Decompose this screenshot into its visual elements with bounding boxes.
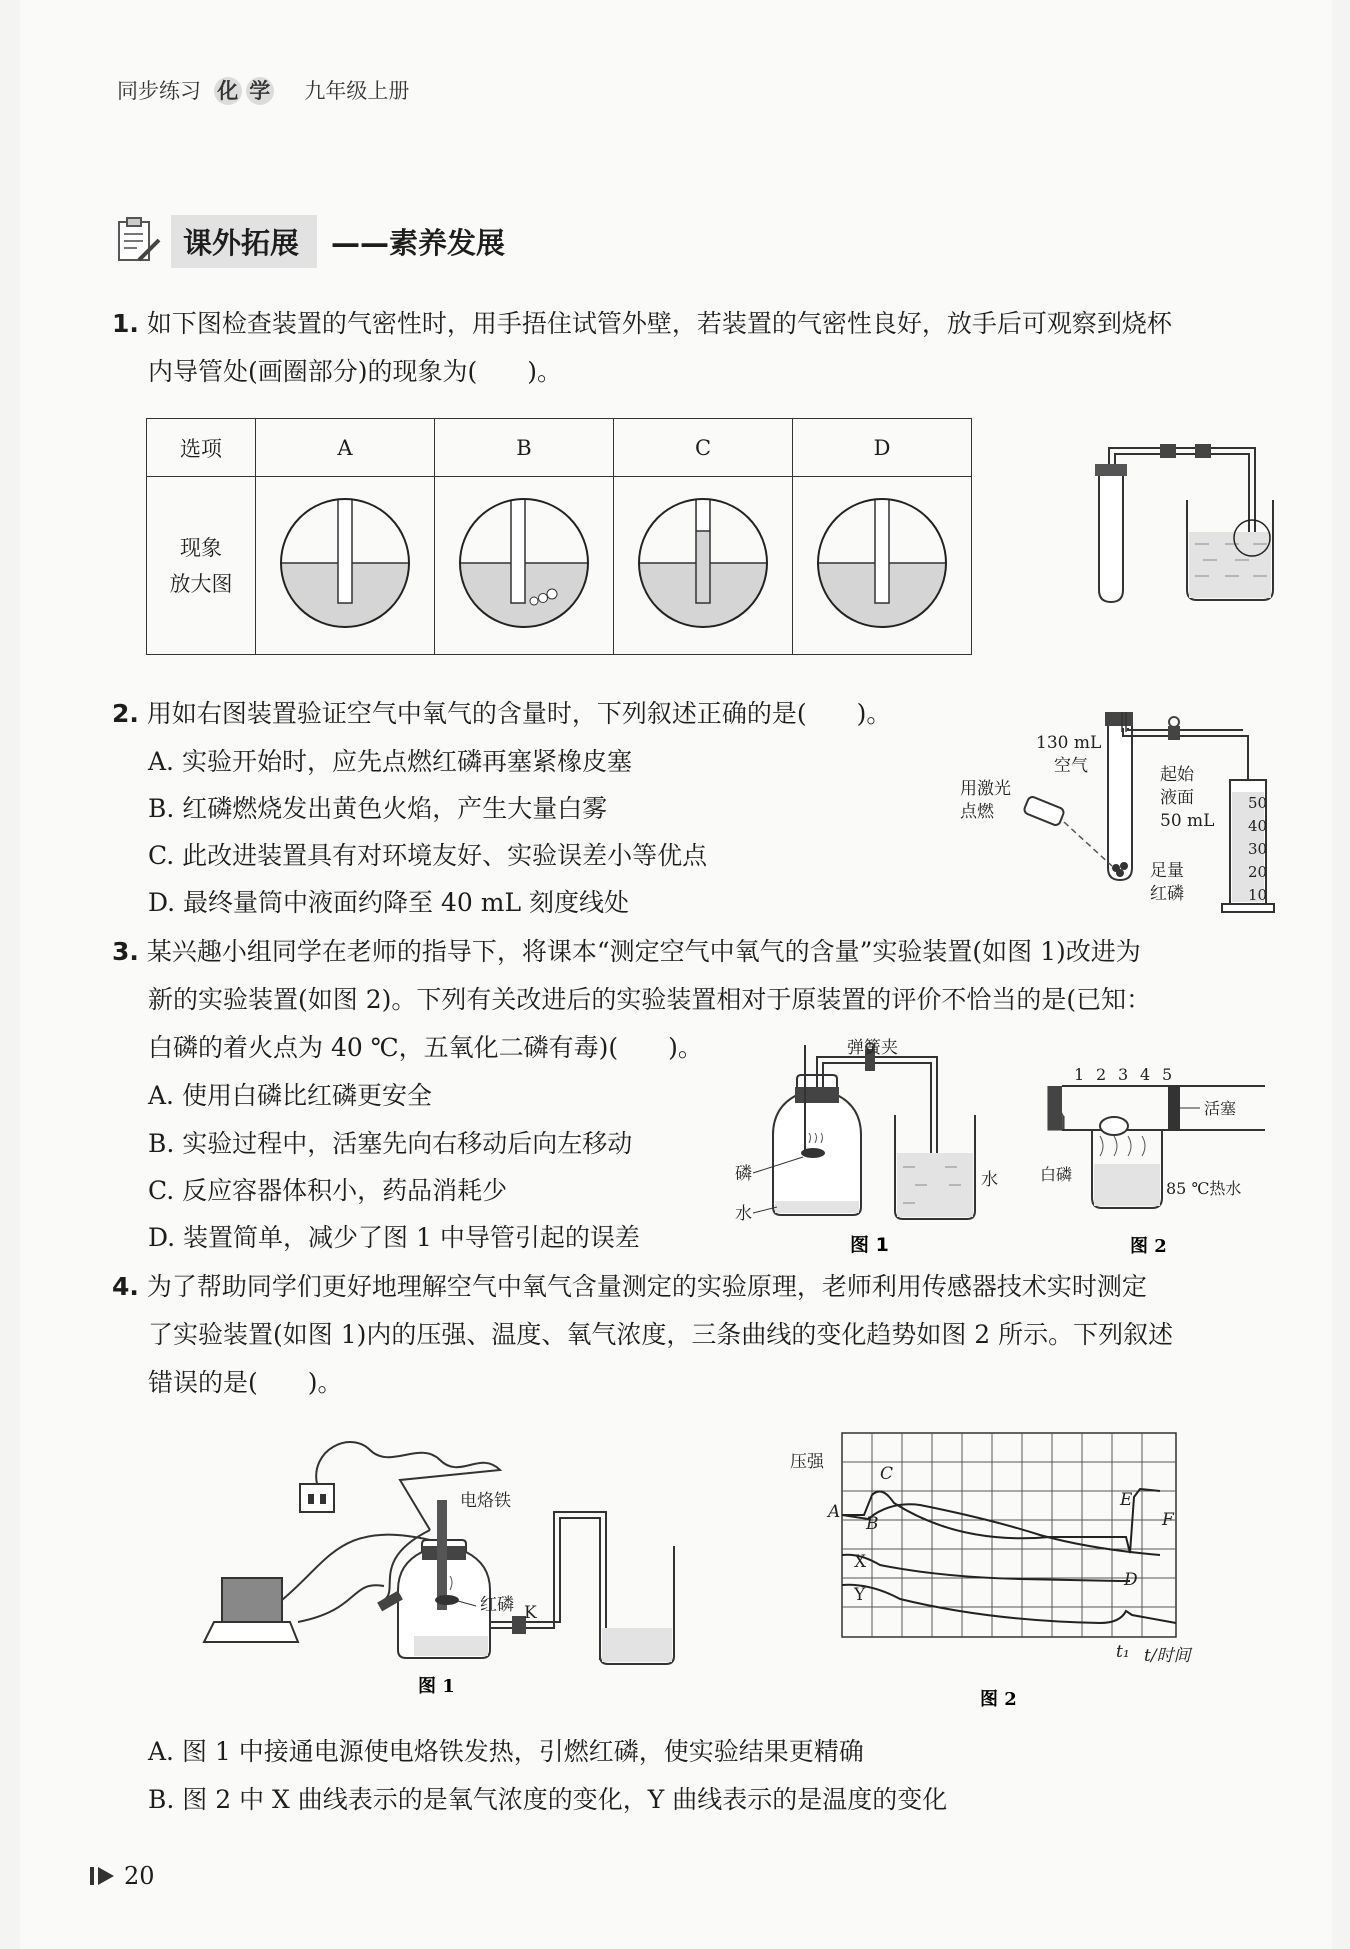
phosphorus-label-2: 红磷 <box>1150 884 1184 904</box>
row-label: 现象 放大图 <box>147 477 256 655</box>
grade-label: 九年级上册 <box>304 79 410 103</box>
q2-option-c[interactable]: C. 此改进装置具有对环境友好、实验误差小等优点 <box>148 841 708 870</box>
scale-3: 3 <box>1118 1065 1129 1084</box>
q3-figure-1 <box>735 1035 1015 1260</box>
q3-option-a[interactable]: A. 使用白磷比红磷更安全 <box>148 1081 432 1110</box>
question-4-line-1: 4. 为了帮助同学们更好地理解空气中氧气含量测定的实验原理，老师利用传感器技术实时测定 <box>112 1272 1147 1301</box>
q4-fig1-caption: 图 1 <box>418 1676 455 1697</box>
cylinder-tick-30: 30 <box>1248 840 1268 858</box>
white-phosphorus-label: 白磷 <box>1040 1165 1073 1184</box>
question-1-line-1: 1. 如下图检查装置的气密性时，用手捂住试管外壁，若装置的气密性良好，放手后可观察到烧杯 <box>112 309 1172 338</box>
subject-badge: 化 学 <box>212 77 276 105</box>
q4-option-a[interactable]: A. 图 1 中接通电源使电烙铁发热，引燃红磷，使实验结果更精确 <box>148 1737 864 1766</box>
clip-label: 弹簧夹 <box>847 1038 898 1058</box>
section-heading <box>115 215 505 267</box>
play-arrow-icon <box>90 1865 116 1887</box>
question-4-number: 4. <box>112 1272 139 1301</box>
section-subtitle: ——素养发展 <box>331 225 506 260</box>
running-header <box>117 75 409 105</box>
question-3-line-3: 白磷的着火点为 40 ℃，五氧化二磷有毒)( )。 <box>148 1033 703 1062</box>
red-phosphorus-label: 红磷 <box>480 1595 514 1615</box>
column-c: C <box>614 419 793 477</box>
cylinder-tick-50: 50 <box>1248 794 1268 812</box>
cylinder-tick-40: 40 <box>1248 817 1268 835</box>
air-label: 空气 <box>1054 756 1088 776</box>
laser-label-1: 用激光 <box>960 779 1011 799</box>
question-3-number: 3. <box>112 937 139 966</box>
q1-apparatus-figure <box>1085 440 1285 615</box>
point-e: E <box>1120 1490 1133 1510</box>
scale-4: 4 <box>1140 1065 1151 1084</box>
start-level-label-3: 50 mL <box>1160 811 1215 831</box>
question-3-line-1: 3. 某兴趣小组同学在老师的指导下，将课本“测定空气中氧气的含量”实验装置(如图 1)改进为 <box>112 937 1141 966</box>
laser-label-2: 点燃 <box>960 802 994 822</box>
water-left-label: 水 <box>735 1204 752 1224</box>
q3-option-c[interactable]: C. 反应容器体积小，药品消耗少 <box>148 1176 508 1205</box>
option-c-figure <box>614 477 793 655</box>
scale-2: 2 <box>1096 1065 1107 1084</box>
piston-label: 活塞 <box>1204 1099 1237 1118</box>
clipboard-pen-icon <box>115 216 163 266</box>
question-4-line-2: 了实验装置(如图 1)内的压强、温度、氧气浓度，三条曲线的变化趋势如图 2 所示。下列叙述 <box>148 1320 1174 1349</box>
cylinder-tick-10: 10 <box>1248 886 1268 904</box>
point-d: D <box>1124 1570 1138 1590</box>
q4-figure-2 <box>790 1425 1220 1715</box>
q2-option-a[interactable]: A. 实验开始时，应先点燃红磷再塞紧橡皮塞 <box>148 747 632 776</box>
point-f: F <box>1162 1510 1174 1530</box>
option-b-figure <box>435 477 614 655</box>
page-number: 20 <box>124 1862 155 1890</box>
q4-option-b[interactable]: B. 图 2 中 X 曲线表示的是氧气浓度的变化，Y 曲线表示的是温度的变化 <box>148 1785 948 1814</box>
q2-option-b[interactable]: B. 红磷燃烧发出黄色火焰，产生大量白雾 <box>148 794 608 823</box>
point-a: A <box>828 1502 841 1522</box>
scale-5: 5 <box>1162 1065 1173 1084</box>
section-title: 课外拓展 <box>171 215 317 268</box>
q3-fig1-caption: 图 1 <box>850 1234 889 1256</box>
iron-label: 电烙铁 <box>460 1491 511 1511</box>
q4-figure-1 <box>200 1410 700 1700</box>
question-1-line-2: 内导管处(画圈部分)的现象为( )。 <box>148 357 563 386</box>
pressure-label: 压强 <box>790 1452 824 1472</box>
question-2-number: 2. <box>112 699 139 728</box>
water-right-label: 水 <box>981 1170 998 1190</box>
time-axis-label: t/时间 <box>1144 1646 1191 1666</box>
column-b: B <box>435 419 614 477</box>
q2-apparatus-figure <box>960 700 1275 915</box>
point-b: B <box>866 1514 879 1534</box>
t1-label: t₁ <box>1116 1642 1130 1662</box>
q4-fig2-caption: 图 2 <box>980 1689 1017 1710</box>
question-2-stem: 2. 用如右图装置验证空气中氧气的含量时，下列叙述正确的是( )。 <box>112 699 892 728</box>
scale-1: 1 <box>1074 1065 1085 1084</box>
point-c: C <box>880 1464 894 1484</box>
q3-figure-2 <box>1040 1060 1270 1260</box>
cylinder-tick-20: 20 <box>1248 863 1268 881</box>
book-title: 同步练习 <box>117 79 201 103</box>
column-a: A <box>256 419 435 477</box>
hot-water-label: 85 ℃热水 <box>1166 1179 1242 1198</box>
q3-fig2-caption: 图 2 <box>1130 1236 1167 1257</box>
option-a-figure <box>256 477 435 655</box>
valve-label: K <box>524 1603 537 1623</box>
q2-option-d[interactable]: D. 最终量筒中液面约降至 40 mL 刻度线处 <box>148 888 630 917</box>
q3-option-d[interactable]: D. 装置简单，减少了图 1 中导管引起的误差 <box>148 1223 640 1252</box>
start-level-label-2: 液面 <box>1160 788 1194 808</box>
option-d-figure <box>793 477 972 655</box>
column-d: D <box>793 419 972 477</box>
question-3-line-2: 新的实验装置(如图 2)。下列有关改进后的实验装置相对于原装置的评价不恰当的是(已知： <box>148 985 1152 1014</box>
phosphorus-label: 磷 <box>735 1164 752 1184</box>
page-footer <box>90 1862 155 1890</box>
start-level-label-1: 起始 <box>1160 765 1194 785</box>
phosphorus-label-1: 足量 <box>1150 861 1184 881</box>
q3-option-b[interactable]: B. 实验过程中，活塞先向右移动后向左移动 <box>148 1129 633 1158</box>
q1-options-table <box>146 418 972 655</box>
question-4-line-3: 错误的是( )。 <box>148 1368 343 1397</box>
curve-x-label: X <box>854 1552 867 1572</box>
curve-y-label: Y <box>854 1585 866 1605</box>
air-volume-label: 130 mL <box>1036 733 1102 753</box>
table-header-label: 选项 <box>147 419 256 477</box>
question-1-number: 1. <box>112 309 139 338</box>
